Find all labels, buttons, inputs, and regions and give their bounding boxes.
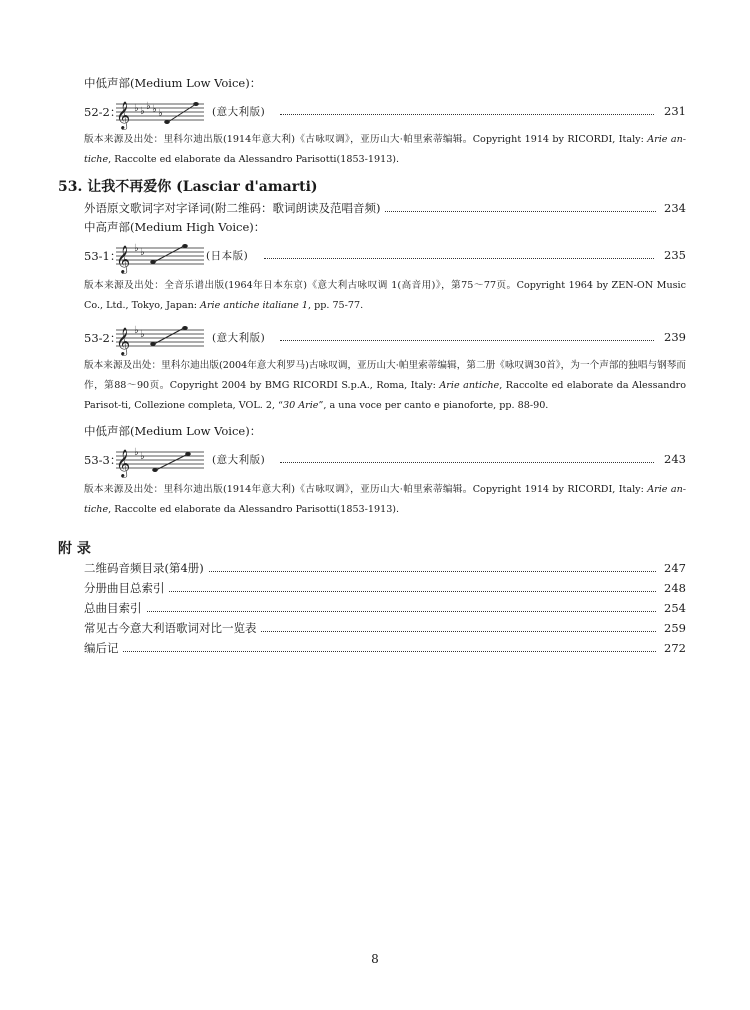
- edition-label: (意大利版): [212, 332, 266, 344]
- appendix-item-1[interactable]: [84, 580, 686, 596]
- svg-text:♭: ♭: [152, 104, 157, 115]
- page-ref: 272: [664, 641, 686, 655]
- entry-code: 53-1：: [84, 249, 122, 263]
- music-staff-icon: [114, 240, 204, 272]
- appendix-title: 附 录: [58, 541, 91, 557]
- edition-label: (意大利版): [212, 106, 266, 118]
- music-staff-icon: [114, 96, 204, 128]
- svg-text:♭: ♭: [140, 329, 145, 340]
- toc-entry-53-1[interactable]: [84, 240, 686, 272]
- source-note-52-2: 版本来源及出处：里科尔迪出版(1914年意大利)《古咏叹调》，亚历山大·帕里索蒂编辑。Copyright 1914 by RICORDI, Italy: Arie an-tiche, Raccolte ed elaborate da Alessandro Parisotti(1853-1913).: [84, 134, 686, 165]
- svg-text:♭: ♭: [134, 325, 139, 336]
- music-staff-icon: [114, 444, 204, 476]
- appendix-item-4[interactable]: [84, 640, 686, 656]
- dot-leader: [84, 651, 656, 652]
- svg-text:♭: ♭: [140, 106, 145, 117]
- page-number: 8: [371, 952, 379, 966]
- dot-leader: [280, 462, 654, 463]
- svg-text:♭: ♭: [134, 447, 139, 458]
- svg-text:𝄞: 𝄞: [116, 449, 131, 477]
- svg-text:♭: ♭: [146, 101, 151, 112]
- entry-title: 编后记: [84, 640, 123, 656]
- page-ref: 259: [664, 621, 686, 635]
- svg-text:𝄞: 𝄞: [116, 101, 131, 129]
- toc-entry-53-3[interactable]: [84, 444, 686, 476]
- source-note-53-3: 版本来源及出处：里科尔迪出版(1914年意大利)《古咏叹调》，亚历山大·帕里索蒂编辑。Copyright 1914 by RICORDI, Italy: Arie an-tiche, Raccolte ed elaborate da Alessandro Parisotti(1853-1913).: [84, 484, 686, 515]
- edition-label: (意大利版): [212, 454, 266, 466]
- appendix-item-0[interactable]: [84, 560, 686, 576]
- toc-entry-libretto[interactable]: [84, 200, 686, 216]
- entry-title: 常见古今意大利语歌词对比一览表: [84, 620, 261, 636]
- page-ref: 254: [664, 601, 686, 615]
- page-ref: 234: [664, 201, 686, 215]
- toc-entry-53-2[interactable]: [84, 322, 686, 354]
- entry-code: 53-3：: [84, 453, 122, 467]
- dot-leader: [84, 591, 656, 592]
- edition-label: (日本版): [206, 250, 249, 262]
- dot-leader: [280, 340, 654, 341]
- source-note-53-1: 版本来源及出处：全音乐谱出版(1964年日本东京)《意大利古咏叹调 1(高音用)》，第75～77页。Copyright 1964 by ZEN-ON Music Co., Ltd., Tokyo, Japan: Arie antiche italiane 1, pp. 75-77.: [84, 280, 686, 311]
- dot-leader: [84, 611, 656, 612]
- voice-label-medium-low: 中低声部(Medium Low Voice)：: [84, 76, 262, 90]
- page-ref: 235: [664, 248, 686, 262]
- svg-text:♭: ♭: [158, 108, 163, 119]
- page-ref: 248: [664, 581, 686, 595]
- dot-leader: [280, 114, 654, 115]
- entry-title: 分册曲目总索引: [84, 580, 169, 596]
- page-ref: 243: [664, 452, 686, 466]
- entry-title: 总曲目索引: [84, 600, 146, 616]
- music-staff-icon: [114, 322, 204, 354]
- entry-title: 二维码音频目录(第4册): [84, 560, 208, 576]
- page-ref: 239: [664, 330, 686, 344]
- page-ref: 231: [664, 104, 686, 118]
- voice-label-medium-high: 中高声部(Medium High Voice)：: [84, 220, 266, 234]
- entry-code: 52-2：: [84, 105, 122, 119]
- voice-label-medium-low: 中低声部(Medium Low Voice)：: [84, 424, 262, 438]
- appendix-item-2[interactable]: [84, 600, 686, 616]
- svg-text:♭: ♭: [134, 243, 139, 254]
- entry-title: 外语原文歌词字对字译词(附二维码：歌词朗读及范唱音频): [84, 200, 384, 216]
- svg-text:𝄞: 𝄞: [116, 327, 131, 355]
- svg-text:♭: ♭: [134, 103, 139, 114]
- source-note-53-2: 版本来源及出处：里科尔迪出版(2004年意大利罗马)古咏叹调，亚历山大·帕里索蒂编辑，第二册《咏叹调30首》，为一个声部的独唱与钢琴而作，第88～90页。Copyright 2004 by BMG RICORDI S.p.A., Roma, Italy: Arie antiche, Raccolte ed elaborate da Alessandro Parisot-ti, Collezione completa, VOL. 2, “30 Arie”, a una voce per canto e pianoforte, pp. 88-90.: [84, 360, 686, 411]
- dot-leader: [264, 258, 654, 259]
- svg-text:♭: ♭: [140, 247, 145, 258]
- appendix-item-3[interactable]: [84, 620, 686, 636]
- section-title-53: 53. 让我不再爱你 (Lasciar d'amarti): [58, 179, 318, 195]
- page-ref: 247: [664, 561, 686, 575]
- svg-text:𝄞: 𝄞: [116, 245, 131, 273]
- toc-entry-52-2[interactable]: [84, 96, 686, 128]
- svg-text:♭: ♭: [140, 451, 145, 462]
- entry-code: 53-2：: [84, 331, 122, 345]
